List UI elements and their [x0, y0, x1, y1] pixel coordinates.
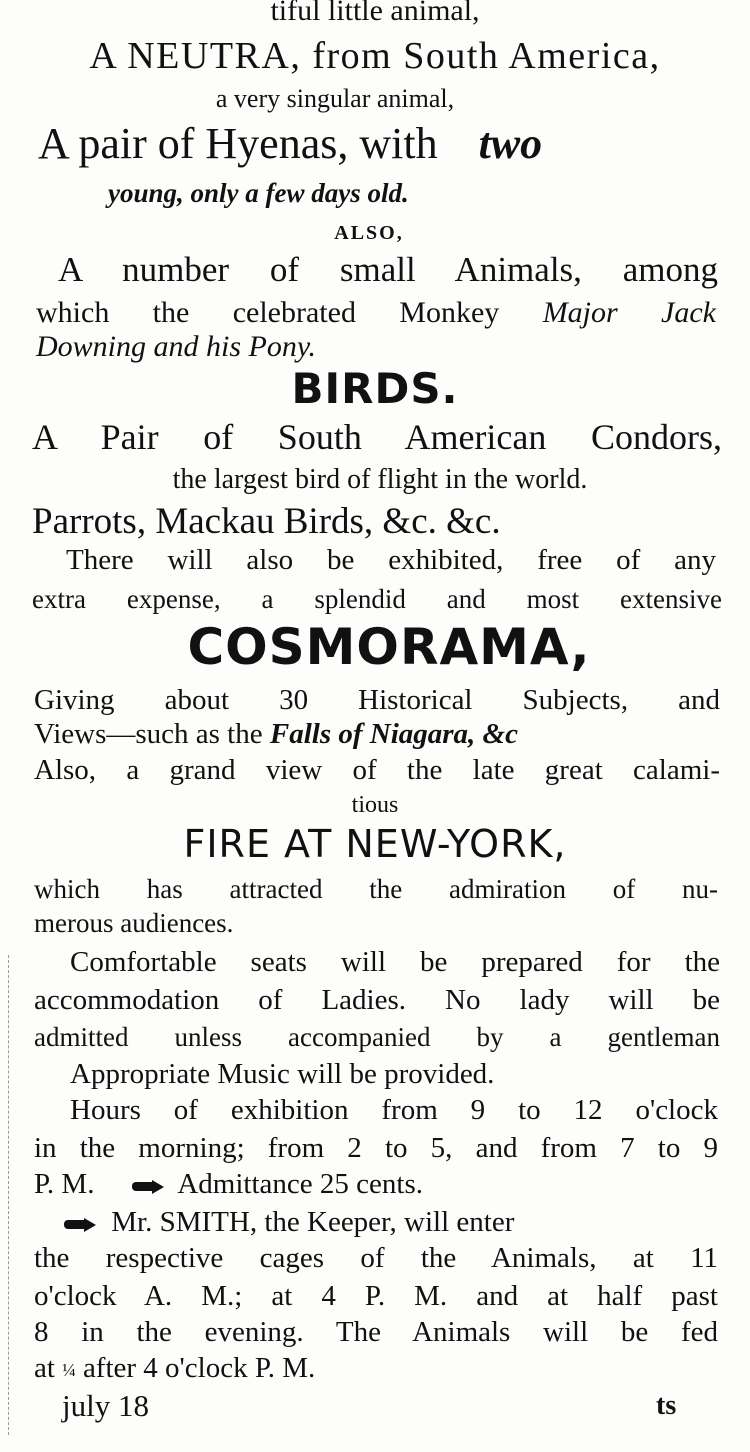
- line-admiration: which has attracted the admiration of nu-: [34, 874, 718, 904]
- line-condors: A Pair of South American Condors,: [32, 417, 722, 457]
- heading-birds: BIRDS.: [291, 364, 459, 413]
- manicule-icon: [64, 1216, 98, 1232]
- line-hyenas: [38, 118, 728, 169]
- line-downing: Downing and his Pony.: [36, 330, 317, 363]
- line-parrots: Parrots, Mackau Birds, &c. &c.: [32, 501, 501, 542]
- at-text: at: [34, 1352, 55, 1384]
- hyenas-two: two: [478, 119, 543, 168]
- line-half-past: o'clock A. M.; at 4 P. M. and at half past: [34, 1280, 718, 1312]
- smith-text: Mr. SMITH, the Keeper, will enter: [111, 1206, 515, 1238]
- manicule-icon: [132, 1178, 166, 1194]
- line-fed: 8 in the evening. The Animals will be fed: [34, 1316, 718, 1348]
- admittance-text: Admittance 25 cents.: [177, 1168, 423, 1200]
- line-ladies: accommodation of Ladies. No lady will be: [34, 984, 720, 1016]
- line-also: ALSO,: [334, 222, 404, 244]
- line-audiences: merous audiences.: [34, 908, 234, 938]
- line-after-four: [34, 1352, 634, 1385]
- after-text: after 4 o'clock P. M.: [82, 1352, 316, 1384]
- line-morning: in the morning; from 2 to 5, and from 7 to 9: [34, 1132, 718, 1164]
- line-exhibited: There will also be exhibited, free of any: [66, 544, 716, 576]
- line-extra-expense: extra expense, a splendid and most extensive: [32, 584, 722, 614]
- hyenas-text: A pair of Hyenas, with: [38, 119, 438, 168]
- line-seats: Comfortable seats will be prepared for the: [70, 946, 720, 978]
- line-views: [34, 718, 724, 751]
- line-small-animals: A number of small Animals, among: [58, 250, 718, 289]
- line-singular: a very singular animal,: [215, 84, 455, 113]
- views-niagara: Falls of Niagara, &c: [269, 718, 518, 750]
- line-music: Appropriate Music will be provided.: [70, 1058, 495, 1090]
- fraction-quarter: ¼: [62, 1359, 76, 1380]
- line-gentleman: admitted unless accompanied by a gentleman: [34, 1022, 720, 1052]
- line-tiful: tiful little animal,: [270, 0, 480, 27]
- line-admittance: [34, 1168, 724, 1201]
- line-hours: Hours of exhibition from 9 to 12 o'clock: [70, 1094, 718, 1126]
- line-grand-view: Also, a grand view of the late great calami-: [34, 754, 720, 786]
- insertion-mark: ts: [656, 1390, 677, 1421]
- line-cages: the respective cages of the Animals, at 11: [34, 1242, 718, 1274]
- heading-fire: FIRE AT NEW-YORK,: [183, 822, 567, 866]
- line-young: young, only a few days old.: [108, 178, 409, 208]
- heading-cosmorama: COSMORAMA,: [187, 618, 591, 676]
- line-monkey: [36, 296, 716, 330]
- monkey-name: Major Jack: [542, 296, 717, 329]
- column-rule: [8, 955, 9, 1435]
- line-tious: tious: [351, 792, 399, 818]
- views-text: Views—such as the: [34, 718, 263, 750]
- line-neutra: A NEUTRA, from South America,: [89, 35, 661, 77]
- line-largest-bird: the largest bird of flight in the world.: [172, 464, 588, 495]
- date-line: july 18: [62, 1388, 149, 1423]
- monkey-text: which the celebrated Monkey: [36, 296, 500, 329]
- pm-text: P. M.: [34, 1168, 95, 1200]
- line-historical: Giving about 30 Historical Subjects, and: [34, 684, 720, 716]
- line-smith: [64, 1206, 724, 1239]
